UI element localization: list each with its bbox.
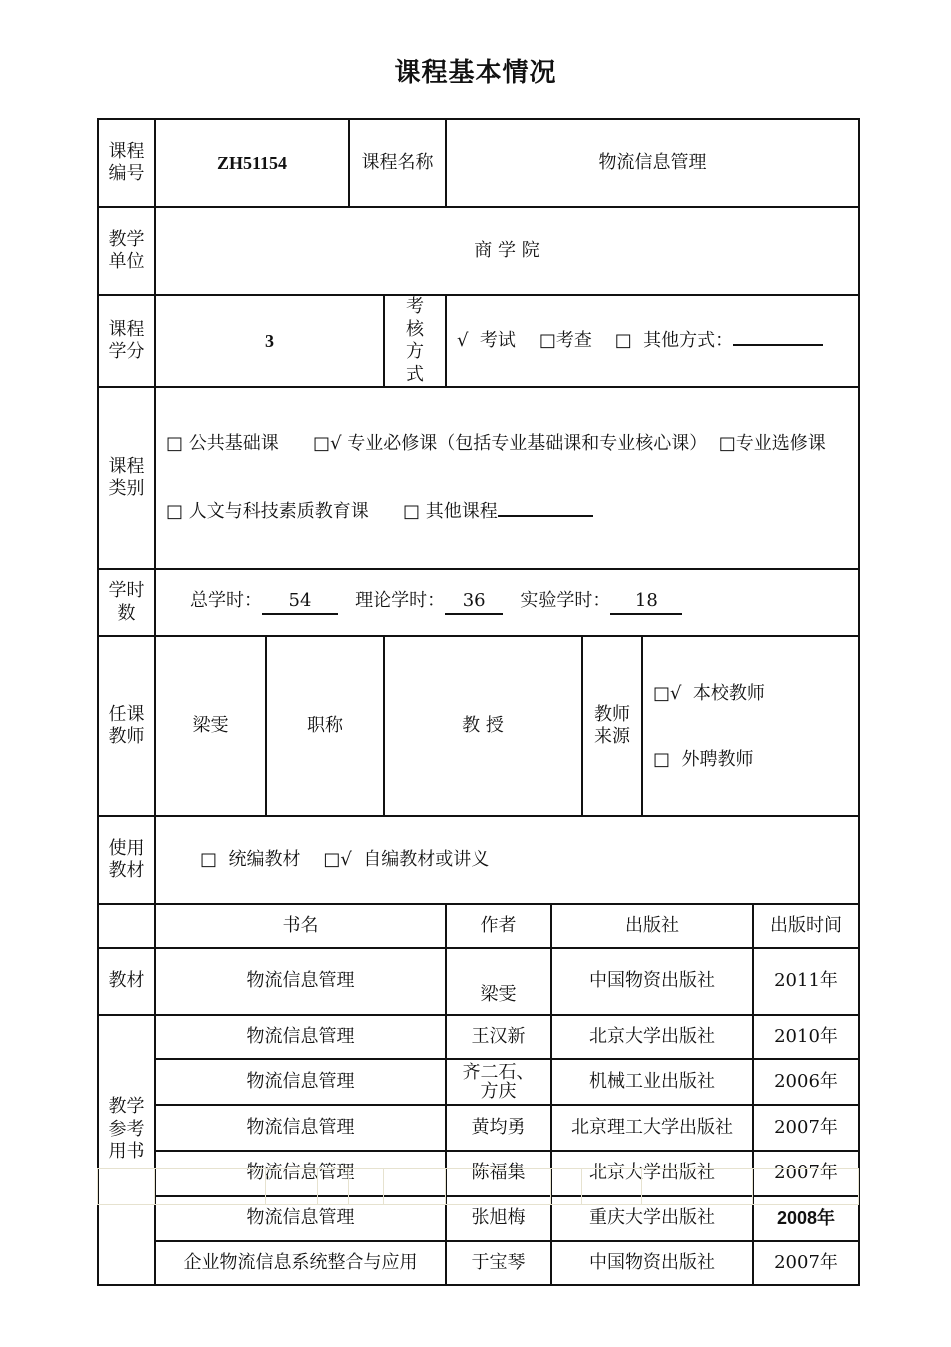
course-name-label: 课程名称 — [349, 119, 446, 207]
empty-cell — [266, 1169, 318, 1205]
reference-name: 物流信息管理 — [155, 1196, 446, 1241]
row-teacher — [98, 636, 859, 816]
reference-name: 物流信息管理 — [155, 1059, 446, 1105]
row-hours — [98, 569, 859, 636]
credit-value: 3 — [155, 295, 384, 387]
reference-row — [98, 1015, 859, 1059]
row-material-type — [98, 816, 859, 904]
books-header-empty — [98, 904, 155, 948]
course-code-value: ZH51154 — [155, 119, 349, 207]
reference-publisher: 重庆大学出版社 — [551, 1196, 753, 1241]
category-line-2: □ 人文与科技素质教育课 □ 其他课程 — [166, 501, 848, 524]
textbook-row — [98, 948, 859, 1015]
lab-hours-value: 18 — [610, 590, 682, 615]
reference-date: 2010年 — [753, 1015, 859, 1059]
teacher-name: 梁雯 — [155, 636, 266, 816]
credit-label: 课程学分 — [98, 295, 155, 387]
reference-publisher: 北京理工大学出版社 — [551, 1105, 753, 1151]
reference-author: 张旭梅 — [446, 1196, 551, 1241]
teacher-title-label: 职称 — [266, 636, 384, 816]
category-line-1: □ 公共基础课 □√ 专业必修课（包括专业基础课和专业核心课） □专业选修课 — [166, 433, 826, 454]
reference-publisher: 北京大学出版社 — [551, 1151, 753, 1196]
reference-date: 2007年 — [753, 1151, 859, 1196]
empty-cell — [384, 1169, 446, 1205]
teacher-title-value: 教 授 — [384, 636, 582, 816]
total-hours-label: 总学时： — [190, 590, 262, 612]
material-type-label: 使用教材 — [98, 816, 155, 904]
row-category — [98, 387, 859, 569]
books-header-name: 书名 — [155, 904, 446, 948]
empty-cell — [98, 1169, 155, 1205]
assess-label: 考核方式 — [384, 295, 446, 387]
textbook-publisher: 中国物资出版社 — [551, 948, 753, 1015]
reference-author: 陈福集 — [446, 1151, 551, 1196]
empty-cell — [551, 1169, 582, 1205]
empty-cell — [446, 1169, 551, 1205]
material-type-value: □ 统编教材 □√ 自编教材或讲义 — [155, 816, 859, 904]
theory-hours-label: 理论学时： — [355, 590, 446, 612]
references-label: 教学参考用书 — [98, 1015, 155, 1285]
books-header-date: 出版时间 — [753, 904, 859, 948]
reference-row — [98, 1241, 859, 1285]
course-info-table — [97, 118, 860, 1286]
page-title: 课程基本情况 — [394, 58, 557, 88]
textbook-date: 2011年 — [753, 948, 859, 1015]
empty-cell — [753, 1169, 859, 1205]
course-code-label: 课程编号 — [98, 119, 155, 207]
reference-author: 王汉新 — [446, 1015, 551, 1059]
empty-cell — [349, 1169, 384, 1205]
theory-hours-value: 36 — [445, 590, 503, 615]
teacher-label: 任课教师 — [98, 636, 155, 816]
reference-author: 于宝琴 — [446, 1241, 551, 1285]
row-dept — [98, 207, 859, 295]
dept-label: 教学单位 — [98, 207, 155, 295]
textbook-label: 教材 — [98, 948, 155, 1015]
books-header-author: 作者 — [446, 904, 551, 948]
textbook-name: 物流信息管理 — [155, 948, 446, 1015]
dept-value: 商 学 院 — [155, 207, 859, 295]
empty-cell — [582, 1169, 642, 1205]
source-option-internal: □√ 本校教师 — [653, 683, 765, 704]
row-credit — [98, 295, 859, 387]
lab-hours-label: 实验学时： — [520, 590, 611, 612]
empty-cell — [318, 1169, 349, 1205]
empty-cell — [642, 1169, 753, 1205]
teacher-source-options — [642, 636, 859, 816]
hours-values — [155, 569, 859, 636]
reference-author: 齐二石、方庆 — [446, 1059, 551, 1105]
reference-publisher: 机械工业出版社 — [551, 1059, 753, 1105]
reference-row — [98, 1059, 859, 1105]
empty-cell — [155, 1169, 266, 1205]
category-label: 课程类别 — [98, 387, 155, 569]
reference-name: 企业物流信息系统整合与应用 — [155, 1241, 446, 1285]
row-course-code — [98, 119, 859, 207]
reference-date: 2006年 — [753, 1059, 859, 1105]
source-option-external: □ 外聘教师 — [653, 749, 754, 770]
reference-date: 2007年 — [753, 1241, 859, 1285]
books-header-row — [98, 904, 859, 948]
reference-author: 黄均勇 — [446, 1105, 551, 1151]
textbook-author: 梁雯 — [446, 948, 551, 1015]
hours-label: 学时数 — [98, 569, 155, 636]
reference-name: 物流信息管理 — [155, 1151, 446, 1196]
course-name-value: 物流信息管理 — [446, 119, 859, 207]
reference-name: 物流信息管理 — [155, 1015, 446, 1059]
empty-grid-row — [97, 1168, 859, 1205]
reference-date: 2008年 — [753, 1196, 859, 1241]
reference-row — [98, 1105, 859, 1151]
total-hours-value: 54 — [262, 590, 338, 615]
books-header-publisher: 出版社 — [551, 904, 753, 948]
reference-name: 物流信息管理 — [155, 1105, 446, 1151]
teacher-source-label: 教师来源 — [582, 636, 642, 816]
reference-publisher: 北京大学出版社 — [551, 1015, 753, 1059]
reference-date: 2007年 — [753, 1105, 859, 1151]
reference-publisher: 中国物资出版社 — [551, 1241, 753, 1285]
category-options — [155, 387, 859, 569]
assess-options: √ 考试 □考查 □ 其他方式： — [446, 295, 859, 387]
